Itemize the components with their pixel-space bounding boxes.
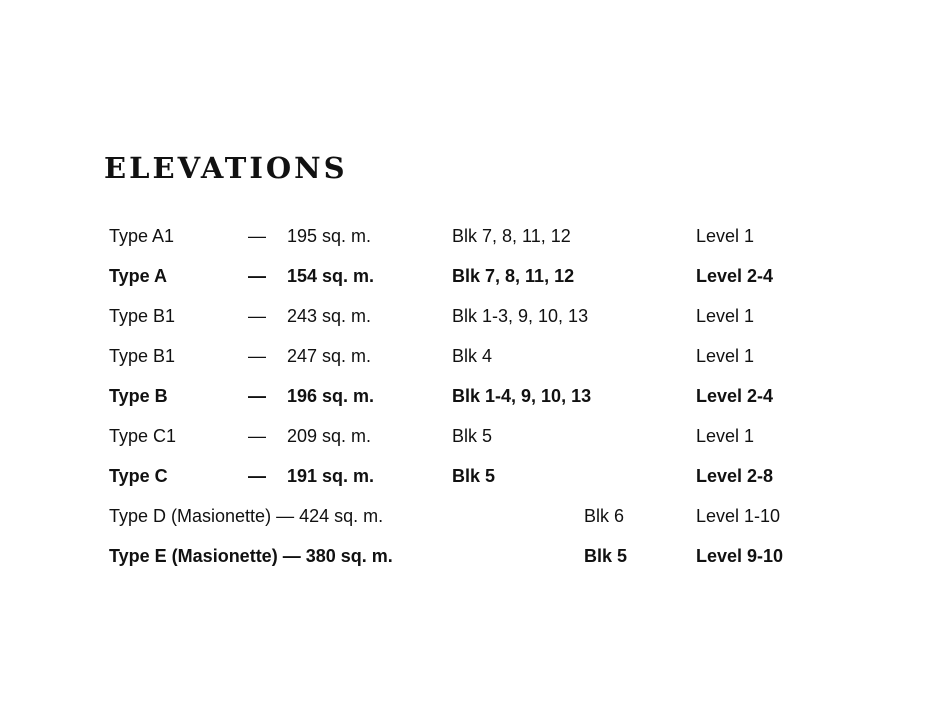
separator-dash: — (248, 426, 266, 446)
unit-level: Level 1 (696, 426, 755, 446)
unit-type: Type C1 (109, 426, 177, 446)
unit-area: 196 sq. m. (287, 386, 375, 406)
unit-level: Level 1 (696, 306, 755, 326)
unit-blocks: Blk 7, 8, 11, 12 (452, 266, 575, 286)
separator-dash: — (248, 306, 266, 326)
table-row (0, 461, 943, 491)
unit-area: 243 sq. m. (287, 306, 372, 326)
unit-level: Level 1 (696, 346, 755, 366)
unit-level: Level 2-4 (696, 266, 774, 286)
unit-blocks: Blk 1-3, 9, 10, 13 (452, 306, 589, 326)
unit-type: Type B (109, 386, 168, 406)
unit-level: Level 2-8 (696, 466, 774, 486)
separator-dash: — (248, 346, 266, 366)
unit-blocks: Blk 7, 8, 11, 12 (452, 226, 571, 246)
unit-level: Level 1 (696, 226, 755, 246)
unit-type: Type A (109, 266, 168, 286)
table-row (0, 261, 943, 291)
unit-type: Type B1 (109, 306, 176, 326)
unit-blocks: Blk 5 (452, 466, 496, 486)
table-row (0, 341, 943, 371)
unit-blocks: Blk 5 (584, 546, 628, 566)
unit-area: 247 sq. m. (287, 346, 372, 366)
separator-dash: — (248, 266, 266, 286)
unit-level: Level 2-4 (696, 386, 774, 406)
unit-type: Type B1 (109, 346, 176, 366)
unit-area: 191 sq. m. (287, 466, 375, 486)
unit-area: 209 sq. m. (287, 426, 372, 446)
table-row (0, 541, 943, 571)
separator-dash: — (248, 466, 266, 486)
page-title: ELEVATIONS (104, 151, 348, 185)
unit-blocks: Blk 1-4, 9, 10, 13 (452, 386, 592, 406)
unit-area: 195 sq. m. (287, 226, 372, 246)
unit-blocks: Blk 5 (452, 426, 493, 446)
unit-blocks: Blk 6 (584, 506, 625, 526)
separator-dash: — (248, 226, 266, 246)
table-row (0, 381, 943, 411)
table-row (0, 501, 943, 531)
unit-level: Level 1-10 (696, 506, 781, 526)
unit-blocks: Blk 4 (452, 346, 493, 366)
unit-level: Level 9-10 (696, 546, 784, 566)
unit-type-area: Type E (Masionette) — 380 sq. m. (109, 546, 393, 566)
table-row (0, 221, 943, 251)
unit-type: Type C (109, 466, 168, 486)
unit-type-area: Type D (Masionette) — 424 sq. m. (109, 506, 384, 526)
table-row (0, 421, 943, 451)
unit-type: Type A1 (109, 226, 175, 246)
separator-dash: — (248, 386, 266, 406)
table-row (0, 301, 943, 331)
unit-area: 154 sq. m. (287, 266, 375, 286)
